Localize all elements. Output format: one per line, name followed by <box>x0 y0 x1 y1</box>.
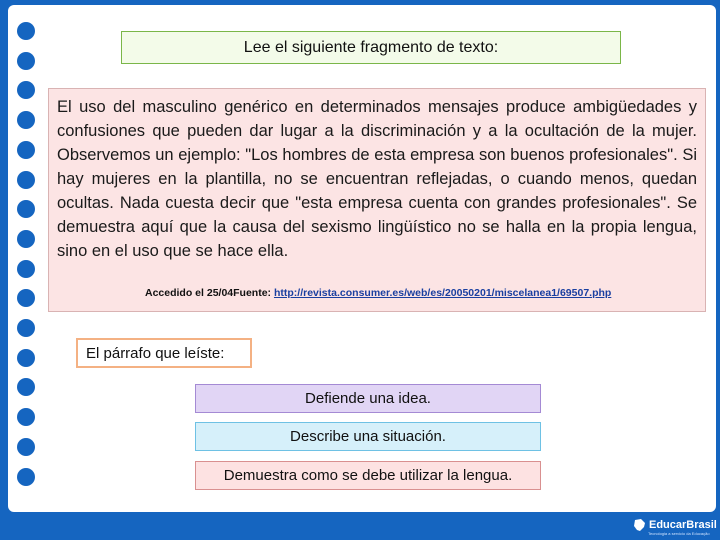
passage-box <box>48 88 706 312</box>
option-button-1[interactable] <box>195 384 541 413</box>
binder-dot <box>17 171 35 189</box>
source-prefix: Accedido el 25/04Fuente: <box>145 287 274 299</box>
binder-dot <box>17 260 35 278</box>
instruction-title-text: Lee el siguiente fragmento de texto: <box>243 38 499 56</box>
binder-dot <box>17 408 35 426</box>
binder-dot <box>17 52 35 70</box>
logo-tagline: Tecnologia a servicio da Educação <box>648 531 710 536</box>
binder-dot <box>17 468 35 486</box>
brazil-map-icon <box>632 518 646 532</box>
binder-dot <box>17 22 35 40</box>
option-label-2: Describe una situación. <box>290 428 446 445</box>
binder-dot <box>17 319 35 337</box>
binder-dot <box>17 141 35 159</box>
instruction-title <box>121 31 621 64</box>
source-line <box>145 287 705 299</box>
passage-text: El uso del masculino genérico en determinados mensajes produce ambigüedades y confusiones que pueden dar lugar a la discriminación y a la ocultación de la mujer. Observemos un ejemplo: "Los hombres de esta empresa son buenos profesionales". Si hay mujeres en la plantilla, no se encuentran reflejadas, o cuando menos, quedan ocultas. Nada cuesta decir que "esta empresa cuenta con grandes profesionales". Se demuestra aquí que la causa del sexismo lingüístico no se halla en la propia lengua, sino en el uso que se hace ella. <box>57 98 697 260</box>
option-button-2[interactable] <box>195 422 541 451</box>
educarbrasil-logo <box>632 514 717 536</box>
option-button-3[interactable] <box>195 461 541 490</box>
logo-name: EducarBrasil <box>649 519 717 531</box>
source-link[interactable]: http://revista.consumer.es/web/es/20050201/miscelanea1/69507.php <box>273 287 612 299</box>
binder-dot <box>17 111 35 129</box>
option-label-3: Demuestra como se debe utilizar la lengua. <box>223 467 513 484</box>
binder-dot <box>17 349 35 367</box>
question-text: El párrafo que leíste: <box>86 344 225 362</box>
option-label-1: Defiende una idea. <box>305 390 431 407</box>
binder-dot <box>17 438 35 456</box>
question-label <box>76 338 252 368</box>
binder-dot <box>17 230 35 248</box>
